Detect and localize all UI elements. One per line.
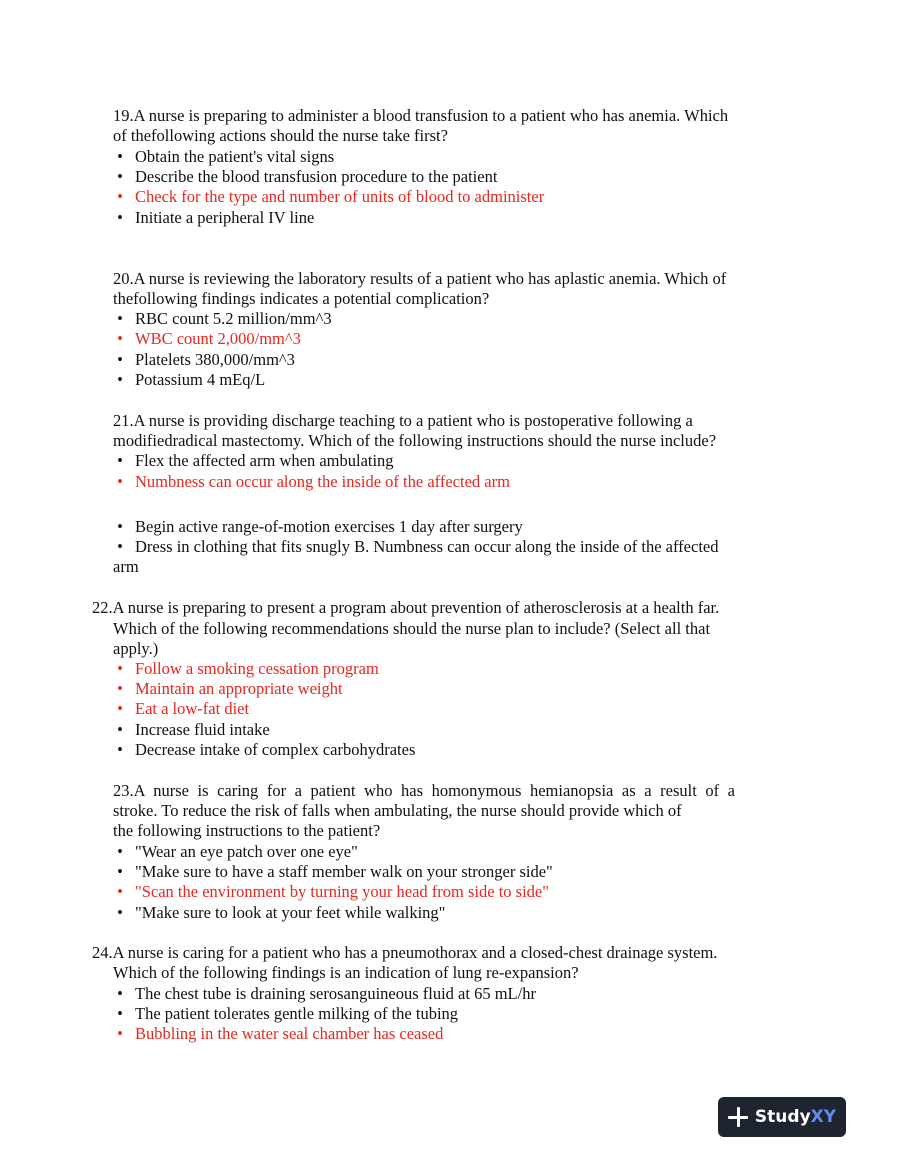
q20-stem-line1: 20.A nurse is reviewing the laboratory results of a patient who has aplastic anemia. Which of	[113, 269, 727, 288]
q21-stem-line2: modifiedradical mastectomy. Which of the following instructions should the nurse include?	[113, 431, 717, 450]
q22-option-2-correct: • Maintain an appropriate weight	[113, 679, 343, 699]
bullet: •	[117, 659, 123, 678]
q24-option-2: • The patient tolerates gentle milking of the tubing	[113, 1004, 458, 1024]
q19-option-1: • Obtain the patient's vital signs	[113, 147, 334, 167]
q19-stem-line2: of thefollowing actions should the nurse take first?	[113, 126, 448, 145]
q23-stem-line2: stroke. To reduce the risk of falls when ambulating, the nurse should provide which of	[113, 801, 682, 820]
bullet: •	[117, 740, 123, 759]
q23-stem-line3: the following instructions to the patient?	[113, 821, 381, 840]
bullet: •	[117, 329, 123, 348]
q24-option-3-correct: • Bubbling in the water seal chamber has ceased	[113, 1024, 443, 1044]
q19-option-4: • Initiate a peripheral IV line	[113, 208, 314, 228]
q24-stem-line2: Which of the following findings is an indication of lung re-expansion?	[113, 963, 579, 982]
q21-option-4: • Dress in clothing that fits snugly B. Numbness can occur along the inside of the affected	[113, 537, 718, 557]
bullet: •	[117, 984, 123, 1003]
bullet: •	[117, 882, 123, 901]
studyxy-logo-badge[interactable]	[718, 1097, 846, 1137]
bullet: •	[117, 350, 123, 369]
q21-option-2-correct: • Numbness can occur along the inside of the affected arm	[113, 472, 510, 492]
q19-option-2: • Describe the blood transfusion procedure to the patient	[113, 167, 497, 187]
q21-stem-line1: 21.A nurse is providing discharge teaching to a patient who is postoperative following a	[113, 411, 693, 430]
q23-option-2: • "Make sure to have a staff member walk on your stronger side"	[113, 862, 553, 882]
bullet: •	[117, 679, 123, 698]
q23-option-3-correct: • "Scan the environment by turning your head from side to side"	[113, 882, 549, 902]
q21-option-4-continuation: arm	[113, 557, 139, 576]
q23-option-4: • "Make sure to look at your feet while walking"	[113, 903, 445, 923]
q22-option-4: • Increase fluid intake	[113, 720, 270, 740]
bullet: •	[117, 167, 123, 186]
q20-option-1: • RBC count 5.2 million/mm^3	[113, 309, 332, 329]
bullet: •	[117, 370, 123, 389]
bullet: •	[117, 537, 123, 556]
bullet: •	[117, 842, 123, 861]
q20-option-2-correct: • WBC count 2,000/mm^3	[113, 329, 301, 349]
q21-option-1: • Flex the affected arm when ambulating	[113, 451, 394, 471]
q19-stem-line1: 19.A nurse is preparing to administer a blood transfusion to a patient who has anemia. Which	[113, 106, 729, 125]
q22-stem-line2: Which of the following recommendations should the nurse plan to include? (Select all that	[113, 619, 711, 638]
q22-stem-line1: 22.A nurse is preparing to present a program about prevention of atherosclerosis at a health far.	[92, 598, 720, 617]
q23-stem-line1: 23.A nurse is caring for a patient who has homonymous hemianopsia as a result of a	[113, 781, 735, 800]
plus-icon	[728, 1107, 748, 1127]
bullet: •	[117, 699, 123, 718]
bullet: •	[117, 451, 123, 470]
bullet: •	[117, 1004, 123, 1023]
bullet: •	[117, 472, 123, 491]
bullet: •	[117, 903, 123, 922]
bullet: •	[117, 1024, 123, 1043]
q19-option-3-correct: • Check for the type and number of units of blood to administer	[113, 187, 544, 207]
brand-name-part1: Study	[754, 1107, 811, 1127]
bullet: •	[117, 187, 123, 206]
q24-option-1: • The chest tube is draining serosanguineous fluid at 65 mL/hr	[113, 984, 536, 1004]
q23-option-1: • "Wear an eye patch over one eye"	[113, 842, 358, 862]
bullet: •	[117, 147, 123, 166]
bullet: •	[117, 720, 123, 739]
bullet: •	[117, 517, 123, 536]
q22-option-5: • Decrease intake of complex carbohydrates	[113, 740, 415, 760]
q22-option-3-correct: • Eat a low-fat diet	[113, 699, 249, 719]
q21-option-3: • Begin active range-of-motion exercises 1 day after surgery	[113, 517, 523, 537]
q20-stem-line2: thefollowing findings indicates a potential complication?	[113, 289, 490, 308]
q20-option-3: • Platelets 380,000/mm^3	[113, 350, 295, 370]
q24-stem-line1: 24.A nurse is caring for a patient who has a pneumothorax and a closed-chest drainage system.	[92, 943, 718, 962]
bullet: •	[117, 309, 123, 328]
bullet: •	[117, 208, 123, 227]
bullet: •	[117, 862, 123, 881]
q20-option-4: • Potassium 4 mEq/L	[113, 370, 265, 390]
q22-stem-line3: apply.)	[113, 639, 159, 658]
q22-option-1-correct: • Follow a smoking cessation program	[113, 659, 379, 679]
brand-name-part2: XY	[810, 1107, 837, 1127]
